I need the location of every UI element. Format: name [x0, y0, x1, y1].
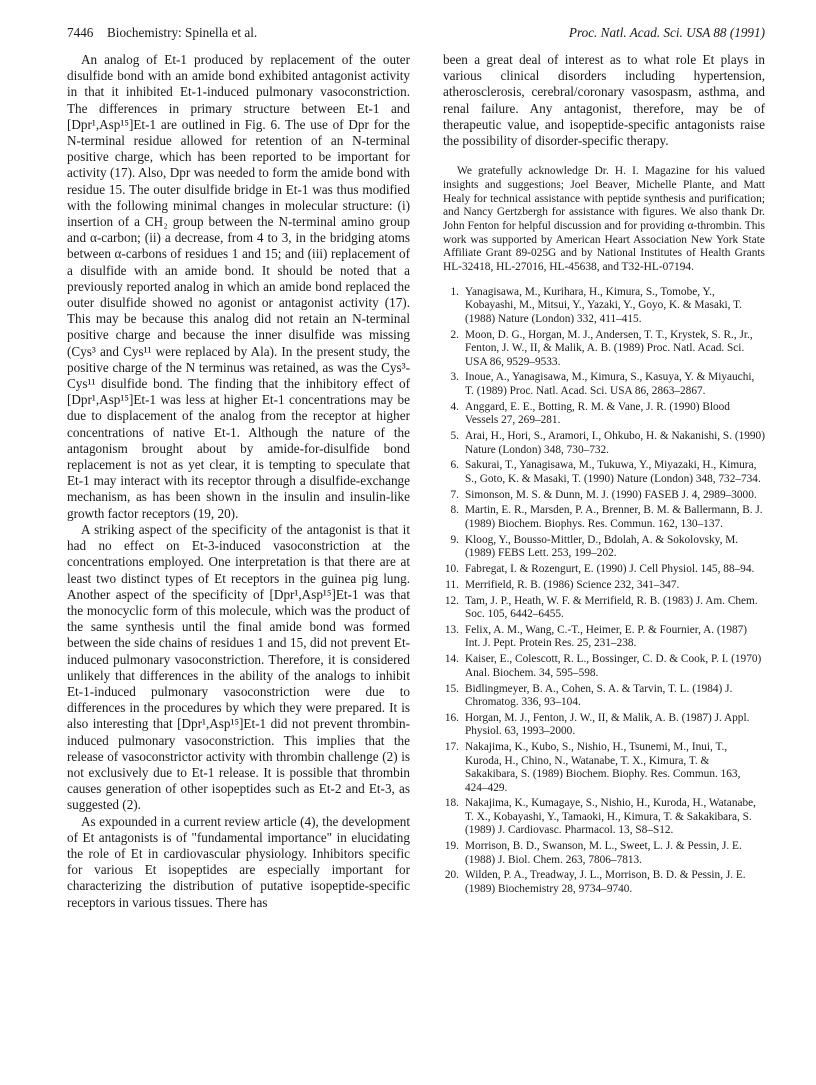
- reference-text: Morrison, B. D., Swanson, M. L., Sweet, L. J. & Pessin, J. E. (1988) J. Biol. Chem. 263, 7806–7813.: [465, 840, 742, 866]
- reference-number: 4.: [450, 400, 459, 413]
- reference-item: [443, 869, 765, 896]
- reference-number: 20.: [444, 869, 459, 882]
- reference-item: [443, 797, 765, 838]
- reference-text: Nakajima, K., Kumagaye, S., Nishio, H., Kuroda, H., Watanabe, T. X., Kobayashi, Y., Tamaoki, H., Kimura, T. & Sakakibara, S. (1989) J. Cardiovasc. Pharmacol. 13, S8–S12.: [465, 797, 756, 837]
- acknowledgments: We gratefully acknowledge Dr. H. I. Magazine for his valued insights and suggestions; Joel Beaver, Michelle Plante, and Matt Healy for technical assistance with peptide synthesis and purification; and Nancy Gertzbergh for assistance with figures. We also thank Dr. John Fenton for helpful discussion and for providing α-thrombin. This work was supported by American Heart Association New York State Affiliate Grant 89-025G and by National Institutes of Health Grants HL-32418, HL-27016, HL-45638, and T32-HL-07194.: [443, 165, 765, 274]
- reference-text: Moon, D. G., Horgan, M. J., Andersen, T. T., Krystek, S. R., Jr., Fenton, J. W., II, & Malik, A. B. (1989) Proc. Natl. Acad. Sci. USA 86, 9529–9533.: [465, 328, 753, 368]
- reference-item: [443, 741, 765, 795]
- reference-number: 5.: [450, 430, 459, 443]
- reference-number: 8.: [450, 504, 459, 517]
- body-paragraph: An analog of Et-1 produced by replacement of the outer disulfide bond with an amide bond exhibited antagonist activity in that it inhibited Et-1-induced pulmonary vasoconstriction. The differences in primary structure between Et-1 and [Dpr¹,Asp¹⁵]Et-1 are outlined in Fig. 6. The use of Dpr for the N-terminal residue allowed for retention of an N-terminal positive charge, which has been reported to be important for activity (17). Also, Dpr was needed to form the amide bond with residue 15. The outer disulfide bridge in Et-1 was thus modified with the following minimal changes in molecular structure: (i) insertion of a CH₂ group between the N-terminal amino group and α-carbon; (ii) a decrease, from 4 to 3, in the bridging atoms between α-carbons of residues 1 and 15; and (iii) replacement of a disulfide with an amide bond. It should be noted that a previously reported analog in which an amide bond replaced the outer disulfide showed no agonist or antagonist activity (17). This may be because this analog did not retain an N-terminal positive charge and because the inner disulfide was missing (Cys³ and Cys¹¹ were replaced by Ala). In the present study, the positive charge of the N terminus was retained, as was the Cys³-Cys¹¹ disulfide bond. The finding that the inhibitory effect of [Dpr¹,Asp¹⁵]Et-1 was less at higher Et-1 concentrations may be due to displacement of the analog from the receptor at higher concentrations of native Et-1. Although the nature of the antagonism brought about by amide-for-disulfide bond replacement is not as yet clear, it is tempting to speculate that Et-1 may interact with its receptor through a disulfide-exchange mechanism, as has been shown in the insulin and insulin-like growth factor receptors (19, 20).: [67, 52, 410, 521]
- reference-item: [443, 534, 765, 561]
- reference-text: Anggard, E. E., Botting, R. M. & Vane, J. R. (1990) Blood Vessels 27, 269–281.: [465, 400, 730, 427]
- body-paragraph-continued: been a great deal of interest as to what role Et plays in various clinical disorders including hypertension, atherosclerosis, cerebral/coronary vasospasm, asthma, and renal failure. Any antagonist, therefore, may be of therapeutic value, and isopeptide-specific antagonists raise the possibility of disorder-specific therapy.: [443, 52, 765, 149]
- reference-number: 12.: [444, 594, 459, 607]
- reference-list: [443, 286, 765, 897]
- reference-text: Bidlingmeyer, B. A., Cohen, S. A. & Tarvin, T. L. (1984) J. Chromatog. 336, 93–104.: [465, 682, 733, 708]
- reference-text: Wilden, P. A., Treadway, J. L., Morrison, B. D. & Pessin, J. E. (1989) Biochemistry 28, 9734–9740.: [465, 869, 746, 895]
- reference-number: 16.: [444, 711, 459, 724]
- reference-number: 17.: [444, 741, 459, 754]
- page-number: 7446: [67, 25, 94, 40]
- reference-number: 6.: [450, 459, 459, 472]
- reference-item: [443, 459, 765, 486]
- reference-item: [443, 489, 765, 503]
- reference-number: 10.: [444, 563, 459, 576]
- reference-text: Yanagisawa, M., Kurihara, H., Kimura, S., Tomobe, Y., Kobayashi, M., Mitsui, Y., Yazaki, Y., Goyo, K. & Masaki, T. (1988) Nature (London) 332, 411–415.: [465, 285, 742, 325]
- reference-number: 13.: [444, 623, 459, 636]
- reference-item: [443, 840, 765, 867]
- reference-item: [443, 401, 765, 428]
- reference-item: [443, 595, 765, 622]
- reference-item: [443, 712, 765, 739]
- journal-reference: Proc. Natl. Acad. Sci. USA 88 (1991): [568, 25, 765, 40]
- reference-item: [443, 683, 765, 710]
- reference-item: [443, 579, 765, 593]
- reference-text: Nakajima, K., Kubo, S., Nishio, H., Tsunemi, M., Inui, T., Kuroda, H., Chino, N., Watanabe, T. X., Kimura, T. & Sakakibara, S. (1989) Biochem. Biophy. Res. Commun. 163, 424–429.: [465, 741, 741, 794]
- reference-item: [443, 563, 765, 577]
- reference-text: Simonson, M. S. & Dunn, M. J. (1990) FASEB J. 4, 2989–3000.: [465, 488, 757, 501]
- body-paragraph: As expounded in a current review article (4), the development of Et antagonists is of "fundamental importance" in elucidating the role of Et in cardiovascular physiology. Inhibitors specific for various Et isopeptides are especially important for characterizing the distribution of putative isopeptide-specific receptors in various tissues. There has: [67, 813, 410, 910]
- reference-text: Fabregat, I. & Rozengurt, E. (1990) J. Cell Physiol. 145, 88–94.: [465, 563, 755, 576]
- page-header: [67, 25, 765, 45]
- reference-item: [443, 653, 765, 680]
- reference-text: Sakurai, T., Yanagisawa, M., Tukuwa, Y., Miyazaki, H., Kimura, S., Goto, K. & Masaki, T. (1990) Nature (London) 348, 732–734.: [465, 459, 761, 485]
- reference-number: 15.: [444, 682, 459, 695]
- reference-item: [443, 430, 765, 457]
- reference-number: 1.: [450, 285, 459, 298]
- reference-text: Kaiser, E., Colescott, R. L., Bossinger, C. D. & Cook, P. I. (1970) Anal. Biochem. 34, 595–598.: [465, 653, 762, 679]
- reference-text: Arai, H., Hori, S., Aramori, I., Ohkubo, H. & Nakanishi, S. (1990) Nature (London) 348, 730–732.: [465, 430, 765, 456]
- running-title: Biochemistry: Spinella et al.: [107, 25, 258, 40]
- reference-item: [443, 286, 765, 327]
- reference-number: 18.: [444, 797, 459, 810]
- reference-item: [443, 624, 765, 651]
- right-column: [443, 52, 765, 899]
- reference-number: 14.: [444, 653, 459, 666]
- reference-number: 2.: [450, 328, 459, 341]
- body-paragraph: A striking aspect of the specificity of the antagonist is that it had no effect on Et-3-induced vasoconstriction at the concentrations employed. One interpretation is that there are at least two distinct types of Et receptors in the guinea pig lung. Another aspect of the specificity of [Dpr¹,Asp¹⁵]Et-1 was that the monocyclic form of this molecule, which was the product of the same synthesis until the final amide bond was formed between the side chains of residues 1 and 15, did not prevent Et-induced pulmonary vasoconstriction. Therefore, it is considered unlikely that differences in the ability of the analogs to inhibit Et-1-induced pulmonary vasoconstriction were due to differences in the procedures by which they were prepared. It is also interesting that [Dpr¹,Asp¹⁵]Et-1 did not prevent thrombin-induced pulmonary vasoconstriction. This implies that the release of vasoconstrictor activity with thrombin challenge (2) is not exclusively due to Et-1 release. It is possible that thrombin causes generation of other isopeptides such as Et-2 and Et-3, as suggested (2).: [67, 521, 410, 813]
- left-column: [67, 52, 410, 911]
- reference-text: Felix, A. M., Wang, C.-T., Heimer, E. P. & Fournier, A. (1987) Int. J. Pept. Protein Res. 25, 231–238.: [465, 623, 748, 650]
- reference-text: Martin, E. R., Marsden, P. A., Brenner, B. M. & Ballermann, B. J. (1989) Biochem. Biophys. Res. Commun. 162, 130–137.: [465, 504, 763, 530]
- reference-number: 3.: [450, 371, 459, 384]
- reference-text: Horgan, M. J., Fenton, J. W., II, & Malik, A. B. (1987) J. Appl. Physiol. 63, 1993–2000.: [465, 711, 750, 738]
- reference-number: 19.: [444, 840, 459, 853]
- reference-item: [443, 371, 765, 398]
- reference-text: Inoue, A., Yanagisawa, M., Kimura, S., Kasuya, Y. & Miyauchi, T. (1989) Proc. Natl. Acad. Sci. USA 86, 2863–2867.: [465, 371, 755, 397]
- reference-text: Tam, J. P., Heath, W. F. & Merrifield, R. B. (1983) J. Am. Chem. Soc. 105, 6442–6455.: [465, 594, 758, 621]
- reference-number: 7.: [450, 488, 459, 501]
- reference-text: Kloog, Y., Bousso-Mittler, D., Bdolah, A. & Sokolovsky, M. (1989) FEBS Lett. 253, 199–202.: [465, 533, 739, 560]
- reference-item: [443, 329, 765, 370]
- reference-item: [443, 504, 765, 531]
- reference-number: 11.: [445, 578, 459, 591]
- reference-text: Merrifield, R. B. (1986) Science 232, 341–347.: [465, 578, 680, 591]
- reference-number: 9.: [450, 533, 459, 546]
